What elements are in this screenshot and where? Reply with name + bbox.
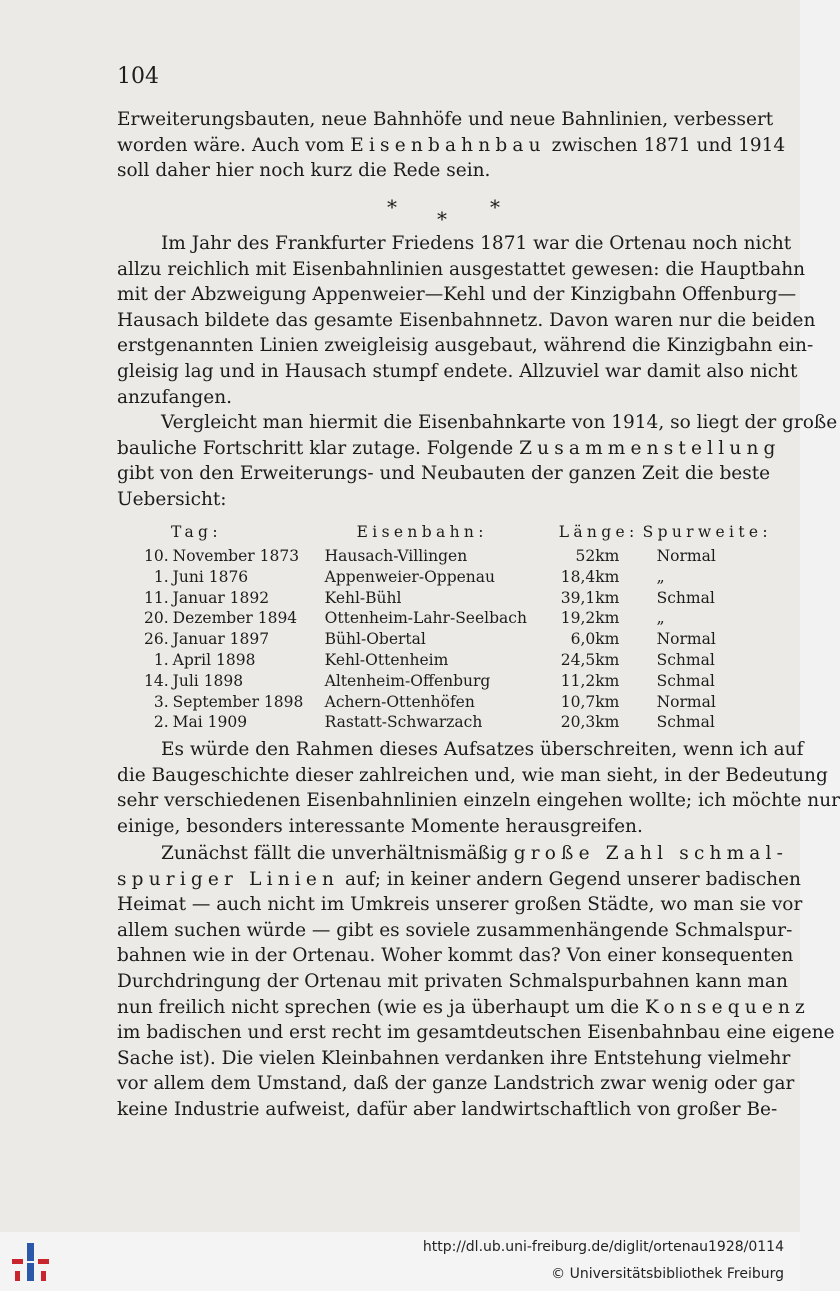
row-date-cell bbox=[117, 608, 325, 629]
row-date-cell bbox=[117, 650, 325, 671]
paragraph-4 bbox=[117, 737, 840, 839]
paragraph-3 bbox=[117, 410, 838, 512]
spaced-emphasis: Eisenbahnbau bbox=[350, 134, 546, 156]
text-span: worden wäre. Auch vom bbox=[117, 134, 351, 156]
row-date: Januar 1897 bbox=[172, 630, 270, 649]
row-gauge: „ bbox=[656, 609, 665, 628]
spaced-emphasis: spuriger Linien bbox=[117, 868, 340, 890]
row-length: 6,0 bbox=[570, 630, 596, 649]
copyright-notice: © Universitätsbibliothek Freiburg bbox=[551, 1266, 784, 1282]
text-line: Uebersicht: bbox=[117, 488, 227, 510]
row-gauge: Normal bbox=[656, 547, 716, 565]
row-length: 20,3 bbox=[560, 713, 596, 732]
text-span: nun freilich nicht sprechen (wie es ja überhaupt um die bbox=[117, 996, 645, 1018]
row-unit: km bbox=[595, 609, 620, 628]
row-day: 1. bbox=[153, 650, 169, 669]
text-span: bauliche Fortschritt klar zutage. Folgende bbox=[117, 437, 520, 459]
text-line: mit der Abzweigung Appenweier—Kehl und der Kinzigbahn Offenburg— bbox=[117, 284, 797, 306]
text-line: Hausach bildete das gesamte Eisenbahnnetz. Davon waren nur die beiden bbox=[117, 309, 816, 331]
table-row bbox=[117, 567, 772, 588]
row-gauge: Schmal bbox=[656, 713, 715, 732]
document-url-link[interactable]: http://dl.ub.uni-freiburg.de/diglit/ortenau1928/0114 bbox=[422, 1239, 784, 1255]
row-date: Januar 1892 bbox=[172, 588, 270, 607]
text-line: gleisig lag und in Hausach stumpf endete. Allzuviel war damit also nicht bbox=[117, 360, 798, 382]
text-span: auf; in keiner andern Gegend unserer badischen bbox=[339, 868, 801, 890]
table-header-row bbox=[117, 518, 772, 546]
viewer-footer bbox=[0, 1232, 800, 1291]
table-row bbox=[117, 650, 772, 671]
row-railway: Altenheim-Offenburg bbox=[324, 671, 491, 690]
row-gauge: Schmal bbox=[656, 650, 715, 669]
text-line bbox=[117, 436, 781, 462]
row-unit: km bbox=[595, 547, 620, 565]
row-gauge: „ bbox=[656, 567, 665, 586]
spaced-emphasis: Konsequenz bbox=[645, 996, 810, 1018]
row-date: September 1898 bbox=[172, 692, 304, 711]
text-line: Es würde den Rahmen dieses Aufsatzes überschreiten, wenn ich auf bbox=[161, 739, 804, 760]
row-gauge: Schmal bbox=[656, 671, 715, 690]
text-line: Durchdringung der Ortenau mit privaten Schmalspurbahnen kann man bbox=[117, 970, 788, 992]
separator-star: * bbox=[490, 195, 500, 219]
text-line bbox=[117, 867, 801, 893]
row-date: Mai 1909 bbox=[172, 713, 248, 732]
row-date-cell bbox=[117, 712, 325, 733]
text-line: sehr verschiedenen Eisenbahnlinien einzeln eingehen wollte; ich möchte nur bbox=[117, 790, 840, 812]
row-unit: km bbox=[595, 713, 620, 732]
row-unit: km bbox=[595, 567, 620, 586]
row-length: 39,1 bbox=[560, 588, 596, 607]
row-unit: km bbox=[595, 671, 620, 690]
row-railway: Bühl-Obertal bbox=[324, 630, 426, 649]
row-day: 3. bbox=[153, 692, 169, 711]
text-line: anzufangen. bbox=[117, 386, 232, 408]
row-day: 10. bbox=[144, 547, 169, 565]
row-day: 14. bbox=[144, 671, 169, 690]
table-row bbox=[117, 692, 772, 713]
row-length: 24,5 bbox=[560, 650, 596, 669]
spaced-emphasis: große Zahl schmal- bbox=[513, 843, 789, 864]
row-date: April 1898 bbox=[172, 650, 256, 669]
row-day: 26. bbox=[144, 630, 169, 649]
text-line bbox=[117, 995, 810, 1021]
railway-table bbox=[117, 518, 772, 733]
row-date: November 1873 bbox=[172, 547, 300, 565]
text-line: allem suchen würde — gibt es soviele zusammenhängende Schmalspur- bbox=[117, 919, 793, 941]
row-railway: Kehl-Ottenheim bbox=[324, 650, 449, 669]
table-row bbox=[117, 546, 772, 567]
text-line: keine Industrie aufweist, dafür aber landwirtschaftlich von großer Be- bbox=[117, 1098, 778, 1120]
row-date: Dezember 1894 bbox=[172, 609, 298, 628]
separator-star: * bbox=[387, 195, 397, 219]
row-day: 2. bbox=[153, 713, 169, 732]
text-line: Im Jahr des Frankfurter Friedens 1871 war die Ortenau noch nicht bbox=[161, 233, 792, 254]
text-line: allzu reichlich mit Eisenbahnlinien ausgestattet gewesen: die Hauptbahn bbox=[117, 258, 806, 280]
row-length: 52 bbox=[575, 547, 596, 565]
row-length: 11,2 bbox=[560, 671, 596, 690]
row-day: 1. bbox=[153, 567, 169, 586]
row-railway: Kehl-Bühl bbox=[324, 588, 402, 607]
row-gauge: Normal bbox=[656, 630, 716, 649]
table-row bbox=[117, 608, 772, 629]
row-date-cell bbox=[117, 629, 325, 650]
header-length: Länge: bbox=[558, 523, 639, 541]
page-number: 104 bbox=[117, 64, 159, 89]
row-gauge: Schmal bbox=[656, 588, 715, 607]
table-row bbox=[117, 712, 772, 733]
text-line bbox=[117, 841, 789, 867]
separator-star: * bbox=[437, 207, 447, 231]
row-unit: km bbox=[595, 630, 620, 649]
row-railway: Hausach-Villingen bbox=[324, 547, 468, 565]
row-date-cell bbox=[117, 671, 325, 692]
header-gauge: Spurweite: bbox=[642, 523, 772, 541]
text-line: soll daher hier noch kurz die Rede sein. bbox=[117, 160, 491, 182]
text-line: Erweiterungsbauten, neue Bahnhöfe und neue Bahnlinien, verbessert bbox=[117, 109, 774, 130]
table-row bbox=[117, 671, 772, 692]
row-unit: km bbox=[595, 588, 620, 607]
header-date: Tag: bbox=[171, 523, 222, 541]
spaced-emphasis: Zusammenstellung bbox=[519, 437, 781, 459]
table-row bbox=[117, 629, 772, 650]
text-line: Sache ist). Die vielen Kleinbahnen verdanken ihre Entstehung vielmehr bbox=[117, 1047, 791, 1069]
text-line: die Baugeschichte dieser zahlreichen und, wie man sieht, in der Bedeutung bbox=[117, 764, 828, 786]
row-length: 18,4 bbox=[560, 567, 596, 586]
text-line: bahnen wie in der Ortenau. Woher kommt das? Von einer konsequenten bbox=[117, 945, 794, 967]
row-date: Juli 1898 bbox=[172, 671, 244, 690]
row-date-cell bbox=[117, 567, 325, 588]
row-date-cell bbox=[117, 546, 325, 567]
row-railway: Appenweier-Oppenau bbox=[324, 567, 495, 586]
text-line: im badischen und erst recht im gesamtdeutschen Eisenbahnbau eine eigene bbox=[117, 1022, 835, 1044]
row-unit: km bbox=[595, 692, 620, 711]
row-railway: Achern-Ottenhöfen bbox=[324, 692, 475, 711]
row-date-cell bbox=[117, 692, 325, 713]
text-line: erstgenannten Linien zweigleisig ausgebaut, während die Kinzigbahn ein- bbox=[117, 335, 814, 357]
text-line: Vergleicht man hiermit die Eisenbahnkarte von 1914, so liegt der große bbox=[161, 412, 838, 433]
row-day: 11. bbox=[144, 588, 169, 607]
paragraph-2 bbox=[117, 231, 816, 410]
header-railway: Eisenbahn: bbox=[356, 523, 488, 541]
row-length: 19,2 bbox=[560, 609, 596, 628]
library-logo-icon bbox=[10, 1240, 52, 1284]
text-span: Zunächst fällt die unverhältnismäßig bbox=[161, 843, 514, 864]
text-span: zwischen 1871 und 1914 bbox=[545, 134, 786, 156]
row-gauge: Normal bbox=[656, 692, 716, 711]
row-date-cell bbox=[117, 588, 325, 609]
paragraph-1 bbox=[117, 107, 786, 184]
row-unit: km bbox=[595, 650, 620, 669]
row-railway: Ottenheim-Lahr-Seelbach bbox=[324, 609, 527, 628]
text-line: Heimat — auch nicht im Umkreis unserer großen Städte, wo man sie vor bbox=[117, 894, 803, 916]
table-row bbox=[117, 588, 772, 609]
paragraph-5 bbox=[117, 841, 835, 1123]
text-line: gibt von den Erweiterungs- und Neubauten der ganzen Zeit die beste bbox=[117, 463, 771, 485]
text-line bbox=[117, 133, 786, 159]
row-length: 10,7 bbox=[560, 692, 596, 711]
row-railway: Rastatt-Schwarzach bbox=[324, 713, 483, 732]
text-line: einige, besonders interessante Momente herausgreifen. bbox=[117, 815, 643, 837]
row-day: 20. bbox=[144, 609, 169, 628]
row-date: Juni 1876 bbox=[172, 567, 249, 586]
text-line: vor allem dem Umstand, daß der ganze Landstrich zwar wenig oder gar bbox=[117, 1073, 795, 1095]
